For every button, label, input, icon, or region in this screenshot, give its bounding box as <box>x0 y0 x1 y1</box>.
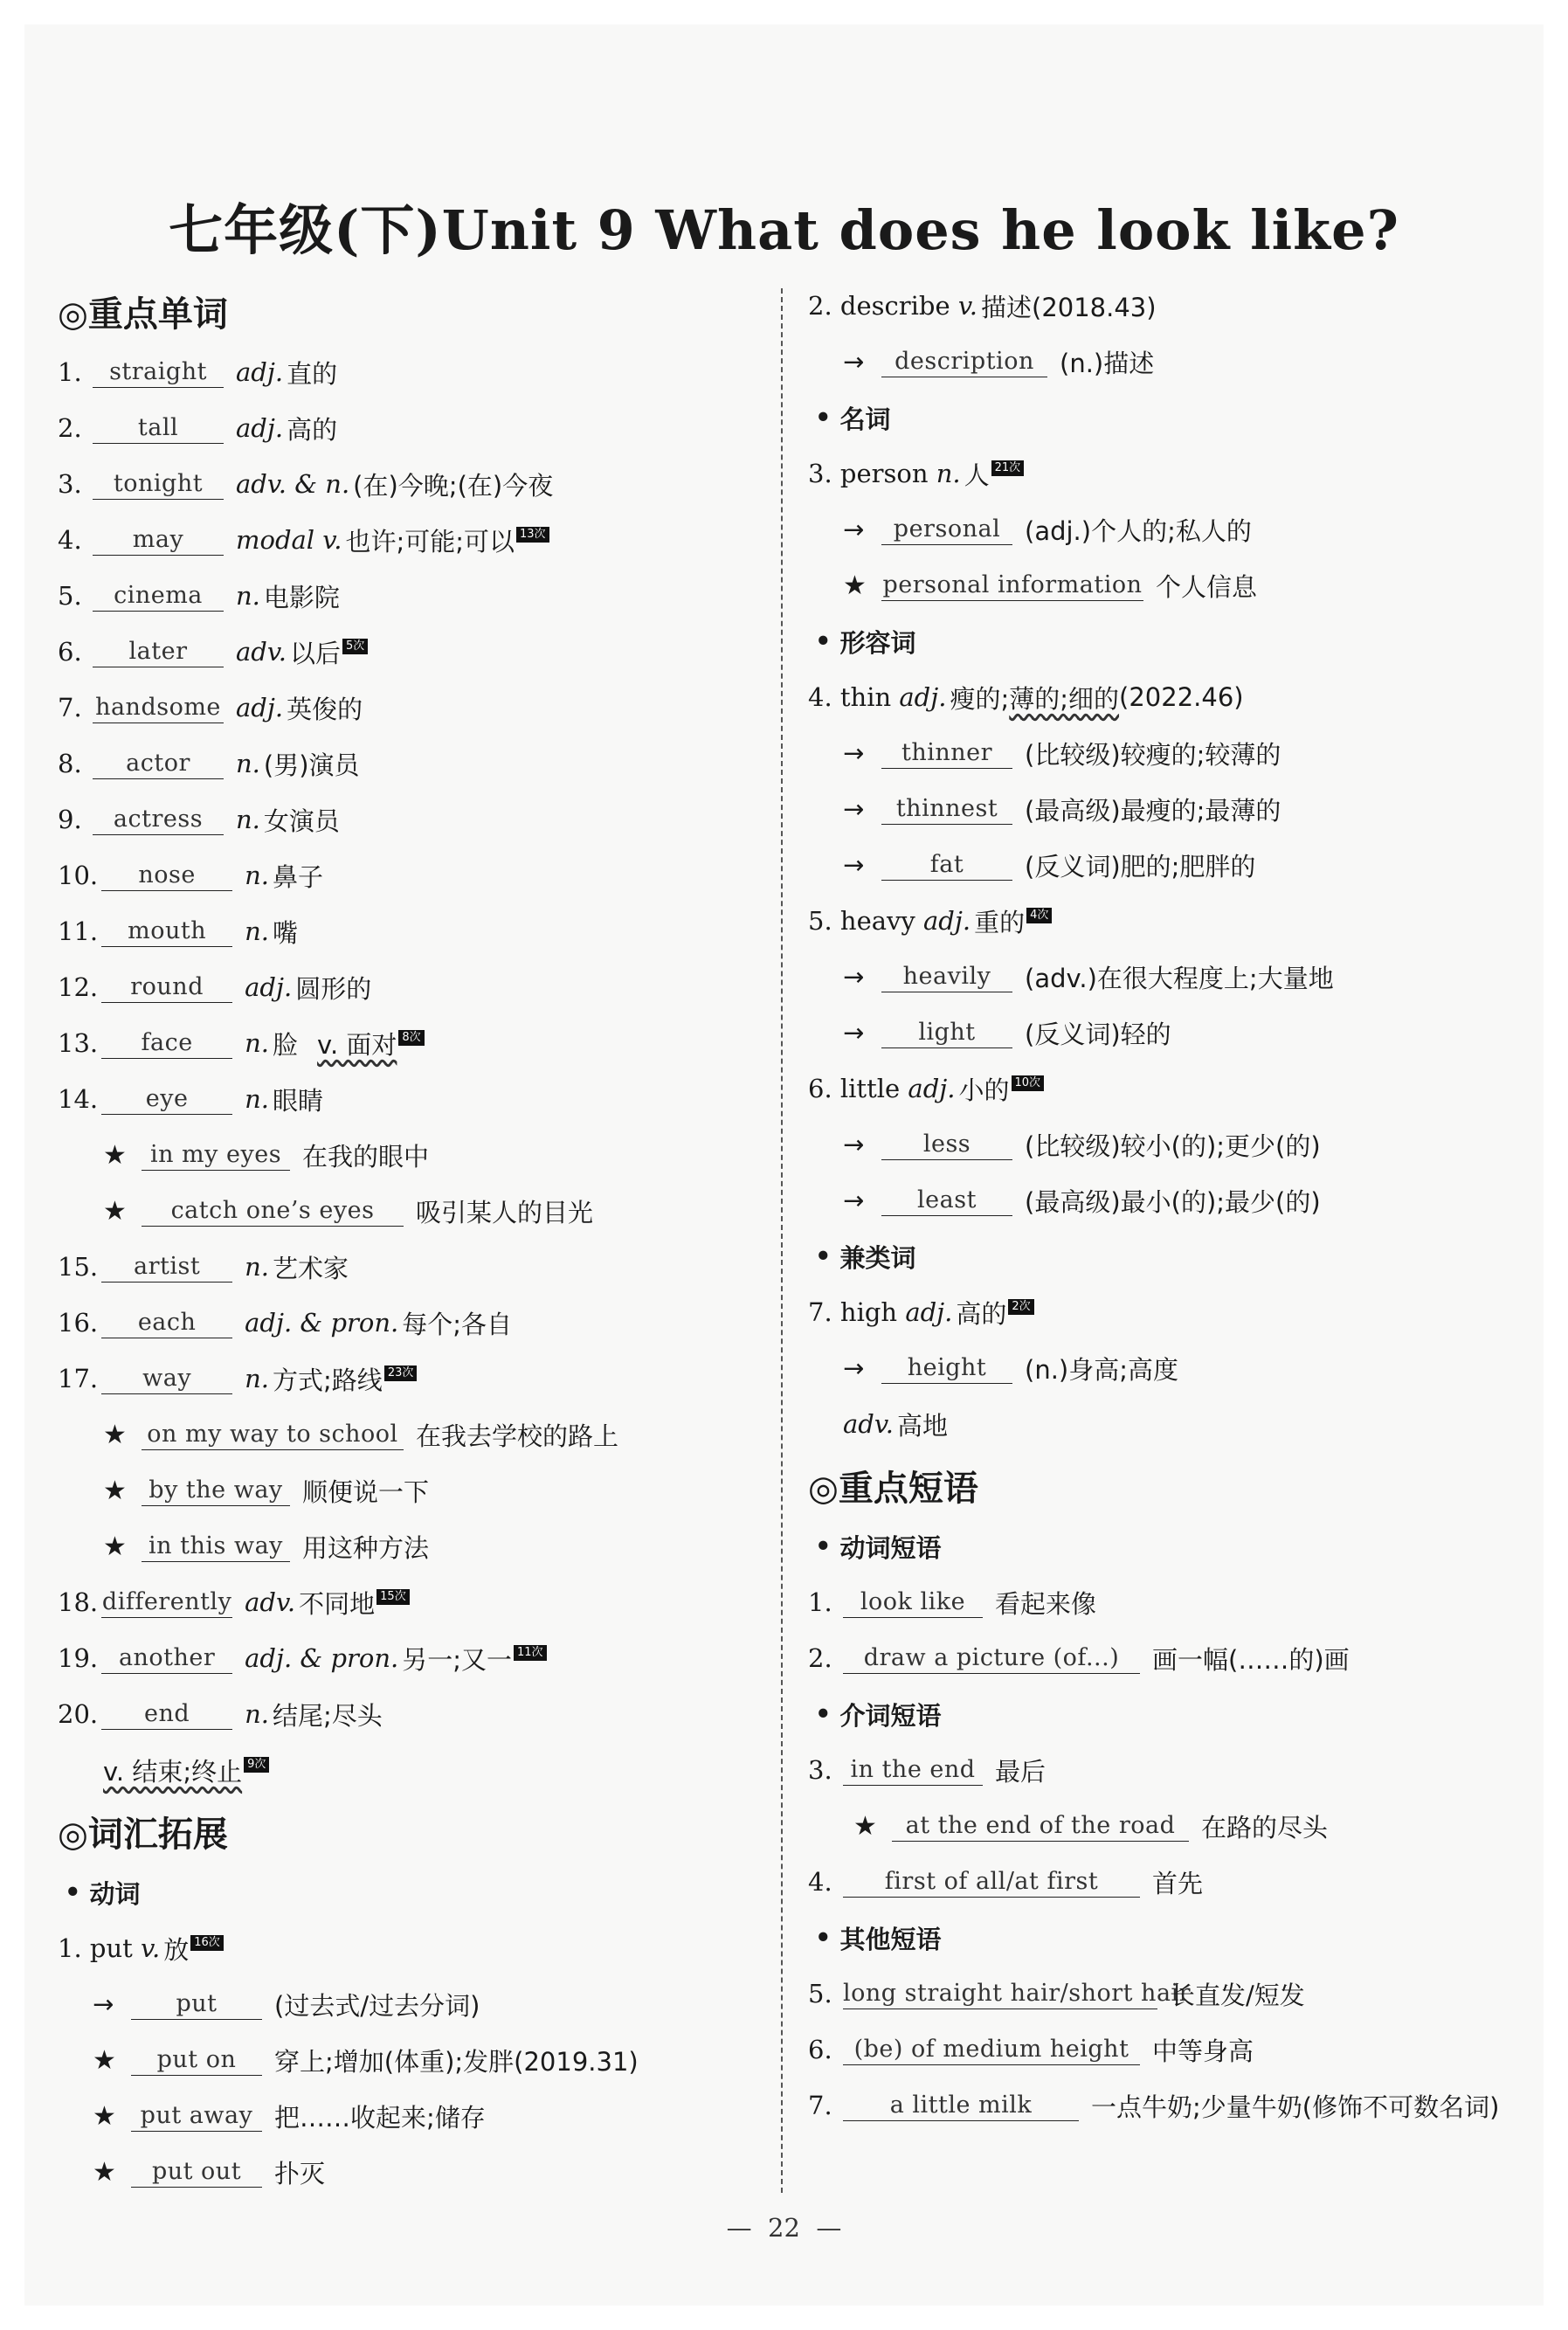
derivative-row <box>808 334 1524 390</box>
meaning-text: (n.)描述 <box>1060 348 1155 378</box>
frequency-badge: 21次 <box>991 460 1025 476</box>
item-number: 13. <box>58 1028 99 1058</box>
part-of-speech: n. <box>245 1028 270 1058</box>
frequency-badge: 13次 <box>516 527 549 543</box>
star-icon: ★ <box>103 1139 127 1171</box>
meaning-text: 看起来像 <box>995 1588 1097 1619</box>
key-word-row <box>58 736 774 792</box>
category-other-phrases: • 其他短语 <box>815 1923 942 1954</box>
answer-blank: tall <box>93 413 224 444</box>
high-derivatives-list <box>808 1340 1524 1396</box>
key-word-row <box>58 959 774 1015</box>
key-word-row <box>58 512 774 568</box>
section-heading-vocab-expansion: ◎词汇拓展 <box>58 1814 228 1855</box>
key-word-row <box>58 456 774 512</box>
answer-blank: in this way <box>142 1531 290 1562</box>
key-word-row <box>58 1183 774 1239</box>
key-word-row <box>58 568 774 624</box>
put-derivatives-list <box>58 1976 774 2200</box>
key-word-row <box>58 1630 774 1686</box>
answer-blank: a little milk <box>843 2091 1079 2121</box>
meaning-text: 穿上;增加(体重);发胖(2019.31) <box>274 2046 639 2077</box>
meaning-text: 眼睛 <box>273 1085 324 1116</box>
star-icon: ★ <box>853 1810 877 1842</box>
page-title: 七年级(下)Unit 9 What does he look like? <box>169 198 1399 262</box>
part-of-speech: adv. <box>236 637 287 667</box>
part-of-speech: adj. <box>245 972 293 1002</box>
key-word-row <box>58 1239 774 1295</box>
meaning-text: (男)演员 <box>263 750 360 780</box>
phrase-row <box>808 1742 1524 1798</box>
meaning-text: (最高级)最瘦的;最薄的 <box>1025 795 1281 826</box>
item-number: 6. <box>58 637 82 667</box>
item-number: 20. <box>58 1699 99 1729</box>
meaning-text: 长直发/短发 <box>1170 1980 1305 2010</box>
phrase-row <box>808 2078 1524 2133</box>
meaning-text: 另一;又一 <box>402 1644 513 1675</box>
frequency-badge: 5次 <box>342 639 368 654</box>
star-icon: ★ <box>103 1419 127 1450</box>
item-number: 18. <box>58 1587 99 1617</box>
meaning-text: 在我的眼中 <box>302 1141 430 1172</box>
meaning-text: 个人信息 <box>1156 571 1258 602</box>
part-of-speech: modal v. <box>236 525 342 555</box>
answer-blank: actress <box>93 805 224 835</box>
meaning-text: 方式;路线 <box>273 1365 383 1395</box>
meaning-text: 脸 <box>273 1029 299 1060</box>
part-of-speech: adj. & pron. <box>245 1308 399 1338</box>
phrase-row <box>808 1798 1524 1854</box>
item-number: 7. <box>808 2091 832 2120</box>
phrase-row <box>808 1854 1524 1910</box>
meaning-text: 一点牛奶;少量牛奶(修饰不可数名词) <box>1091 2091 1500 2122</box>
answer-blank: less <box>881 1130 1012 1160</box>
key-word-row <box>58 903 774 959</box>
vocab-high-adv: adv. 高地 <box>843 1409 949 1441</box>
derivative-row <box>808 1172 1524 1228</box>
meaning-text: 画一幅(……的)画 <box>1152 1644 1350 1675</box>
derivative-row <box>58 2088 774 2144</box>
item-number: 2. <box>58 413 82 443</box>
part-of-speech: adv. <box>245 1587 296 1617</box>
meaning-text: (n.)身高;高度 <box>1025 1354 1178 1385</box>
key-word-row <box>58 624 774 680</box>
frequency-badge: 11次 <box>514 1645 547 1661</box>
vocab-thin-head: 4. thin adj. 瘦的; 薄的;细的 (2022.46) <box>808 682 1244 714</box>
meaning-text: (adv.)在很大程度上;大量地 <box>1025 963 1334 993</box>
meaning-text: 吸引某人的目光 <box>416 1197 594 1227</box>
answer-blank: cinema <box>93 581 224 612</box>
derivative-row <box>808 1340 1524 1396</box>
answer-blank: end <box>101 1699 232 1730</box>
meaning-text: (反义词)轻的 <box>1025 1019 1171 1049</box>
category-multi-class: • 兼类词 <box>815 1241 916 1273</box>
key-words-list <box>58 344 774 1798</box>
category-verb: • 动词 <box>65 1877 141 1909</box>
item-number: 16. <box>58 1308 99 1338</box>
answer-blank: face <box>101 1028 232 1059</box>
answer-blank: thinnest <box>881 794 1012 825</box>
meaning-text: (adj.)个人的;私人的 <box>1025 515 1252 546</box>
answer-blank: light <box>881 1018 1012 1048</box>
arrow-icon: → <box>843 962 865 992</box>
meaning-text: 高的 <box>287 414 338 445</box>
vocab-little-head: 6. little adj. 小的 10次 <box>808 1061 1524 1117</box>
meaning-text: 女演员 <box>263 805 340 836</box>
answer-blank: put away <box>131 2101 262 2132</box>
item-number: 4. <box>808 1867 832 1897</box>
answer-blank: catch one’s eyes <box>142 1196 404 1227</box>
item-number: 2. <box>808 1643 832 1673</box>
part-of-speech: adj. <box>236 357 284 387</box>
part-of-speech: n. <box>245 1084 270 1114</box>
answer-blank: differently <box>101 1587 232 1618</box>
answer-blank: straight <box>93 357 224 388</box>
key-word-row <box>58 1407 774 1462</box>
category-adjective: • 形容词 <box>815 626 916 658</box>
item-number: 6. <box>808 2035 832 2064</box>
phrase-row <box>808 1966 1524 2022</box>
category-verb-phrases: • 动词短语 <box>815 1531 942 1563</box>
item-number: 14. <box>58 1084 99 1114</box>
key-word-row <box>58 1686 774 1742</box>
star-icon: ★ <box>103 1531 127 1562</box>
frequency-badge: 2次 <box>1008 1299 1033 1315</box>
column-divider <box>781 288 783 2193</box>
meaning-text: 每个;各自 <box>402 1309 513 1339</box>
star-icon: ★ <box>103 1475 127 1506</box>
answer-blank: handsome <box>93 693 224 723</box>
answer-blank: fat <box>881 850 1012 881</box>
meaning-text: 中等身高 <box>1152 2036 1254 2066</box>
frequency-badge: 16次 <box>190 1935 224 1951</box>
meaning-text: (在)今晚;(在)今夜 <box>353 470 554 501</box>
vocab-person-head: 3. person n. 人 21次 <box>808 446 1524 501</box>
key-word-row <box>58 792 774 847</box>
right-column <box>808 278 1524 2133</box>
star-icon: ★ <box>93 2156 116 2188</box>
vocab-heavy-head: 5. heavy adj. 重的 4次 <box>808 893 1524 949</box>
answer-blank: height <box>881 1353 1012 1384</box>
part-of-speech: n. <box>245 1252 270 1282</box>
derivative-row <box>808 1005 1524 1061</box>
answer-blank: mouth <box>101 916 232 947</box>
meaning-text: 电影院 <box>263 582 340 612</box>
answer-blank: by the way <box>142 1476 290 1506</box>
star-icon: ★ <box>843 570 867 601</box>
answer-blank: least <box>881 1186 1012 1216</box>
answer-blank: thinner <box>881 738 1012 769</box>
derivative-row <box>58 2032 774 2088</box>
arrow-icon: → <box>843 1130 865 1159</box>
part-of-speech: adv. & n. <box>236 469 350 499</box>
arrow-icon: → <box>843 1353 865 1383</box>
item-number: 9. <box>58 805 82 834</box>
person-derivatives-list <box>808 501 1524 613</box>
meaning-text: 鼻子 <box>273 861 324 892</box>
key-word-row <box>58 1071 774 1127</box>
meaning-text: 英俊的 <box>287 694 363 724</box>
item-number: 1. <box>808 1587 832 1617</box>
answer-blank: another <box>101 1643 232 1674</box>
category-noun: • 名词 <box>815 403 891 434</box>
item-number: 3. <box>808 1755 832 1785</box>
meaning-text: 直的 <box>287 358 338 389</box>
key-word-row <box>58 1295 774 1351</box>
part-of-speech: n. <box>245 861 270 890</box>
derivative-row <box>808 949 1524 1005</box>
answer-blank: put on <box>131 2045 262 2076</box>
extra-meaning: v. 面对 <box>317 1029 397 1060</box>
item-number: 3. <box>58 469 82 499</box>
meaning-text: 以后 <box>290 638 342 668</box>
section-heading-key-phrases: ◎重点短语 <box>808 1468 978 1509</box>
answer-blank: draw a picture (of...) <box>843 1643 1140 1674</box>
star-icon: ★ <box>93 2044 116 2076</box>
derivative-row <box>808 725 1524 781</box>
answer-blank: heavily <box>881 962 1012 992</box>
vocab-high-head: 7. high adj. 高的 2次 <box>808 1284 1524 1340</box>
extra-meaning: v. 结束;终止 <box>103 1756 243 1787</box>
meaning-text: (比较级)较瘦的;较薄的 <box>1025 739 1281 770</box>
meaning-text: 嘴 <box>273 917 299 948</box>
section-heading-key-words: ◎重点单词 <box>58 294 228 335</box>
little-derivatives-list <box>808 1117 1524 1228</box>
meaning-text: 把……收起来;储存 <box>274 2102 486 2133</box>
key-word-row <box>58 1742 774 1798</box>
item-number: 8. <box>58 749 82 778</box>
key-word-row <box>58 847 774 903</box>
phrase-row <box>808 2022 1524 2078</box>
answer-blank: long straight hair/short hair <box>843 1979 1157 2009</box>
part-of-speech: adj. <box>236 413 284 443</box>
derivative-row <box>808 1117 1524 1172</box>
answer-blank: round <box>101 972 232 1003</box>
answer-blank: tonight <box>93 469 224 500</box>
part-of-speech: n. <box>245 916 270 946</box>
arrow-icon: → <box>93 1989 114 2019</box>
derivative-row <box>808 837 1524 893</box>
arrow-icon: → <box>843 347 865 377</box>
part-of-speech: n. <box>245 1699 270 1729</box>
answer-blank: put <box>131 1989 262 2020</box>
phrase-row <box>808 1574 1524 1630</box>
meaning-text: 最后 <box>995 1756 1046 1787</box>
meaning-text: 结尾;尽头 <box>273 1700 383 1731</box>
item-number: 17. <box>58 1364 99 1393</box>
answer-blank: may <box>93 525 224 556</box>
meaning-text: 顺便说一下 <box>302 1476 430 1507</box>
answer-blank: in my eyes <box>142 1140 290 1171</box>
arrow-icon: → <box>843 738 865 768</box>
arrow-icon: → <box>843 1186 865 1215</box>
frequency-badge: 8次 <box>398 1030 424 1046</box>
vocab-describe-head: 2. describe v. 描述(2018.43) <box>808 291 1157 322</box>
derivative-row <box>808 557 1524 613</box>
arrow-icon: → <box>843 850 865 880</box>
derivative-row <box>58 1976 774 2032</box>
key-word-row <box>58 1574 774 1630</box>
part-of-speech: n. <box>236 749 260 778</box>
part-of-speech: adj. <box>236 693 284 723</box>
item-number: 1. <box>58 357 82 387</box>
frequency-badge: 9次 <box>244 1757 269 1773</box>
answer-blank: actor <box>93 749 224 779</box>
key-word-row <box>58 1127 774 1183</box>
derivative-row <box>808 501 1524 557</box>
left-column <box>58 278 774 2200</box>
answer-blank: first of all/at first <box>843 1867 1140 1898</box>
meaning-text: (反义词)肥的;肥胖的 <box>1025 851 1256 882</box>
part-of-speech: n. <box>236 805 260 834</box>
meaning-text: 不同地 <box>299 1588 376 1619</box>
key-word-row <box>58 400 774 456</box>
answer-blank: nose <box>101 861 232 891</box>
meaning-text: 用这种方法 <box>302 1532 430 1563</box>
answer-blank: each <box>101 1308 232 1338</box>
frequency-badge: 23次 <box>384 1366 418 1381</box>
part-of-speech: n. <box>245 1364 270 1393</box>
key-word-row <box>58 680 774 736</box>
describe-derivatives-list <box>808 334 1524 390</box>
answer-blank: eye <box>101 1084 232 1115</box>
meaning-text: (过去式/过去分词) <box>274 1990 480 2021</box>
arrow-icon: → <box>843 794 865 824</box>
meaning-text: 也许;可能;可以 <box>345 526 515 557</box>
meaning-text: 在我去学校的路上 <box>416 1421 619 1451</box>
phrase-row <box>808 1630 1524 1686</box>
item-number: 11. <box>58 916 99 946</box>
derivative-row <box>58 2144 774 2200</box>
answer-blank: description <box>881 347 1047 377</box>
arrow-icon: → <box>843 515 865 544</box>
item-number: 7. <box>58 693 82 723</box>
answer-blank: way <box>101 1364 232 1394</box>
key-word-row <box>58 1351 774 1407</box>
frequency-badge: 4次 <box>1026 908 1052 923</box>
vocab-put-head: 1. put v. 放 16次 <box>58 1920 774 1976</box>
answer-blank: at the end of the road <box>892 1811 1189 1842</box>
item-number: 5. <box>58 581 82 611</box>
star-icon: ★ <box>93 2100 116 2132</box>
verb-phrases-list <box>808 1574 1524 1686</box>
answer-blank: (be) of medium height <box>843 2035 1140 2065</box>
answer-blank: personal information <box>881 570 1143 601</box>
item-number: 12. <box>58 972 99 1002</box>
answer-blank: in the end <box>843 1755 983 1786</box>
key-word-row <box>58 1015 774 1071</box>
star-icon: ★ <box>103 1195 127 1227</box>
meaning-text: 圆形的 <box>295 973 372 1004</box>
answer-blank: artist <box>101 1252 232 1283</box>
category-prep-phrases: • 介词短语 <box>815 1699 942 1731</box>
part-of-speech: n. <box>236 581 260 611</box>
answer-blank: look like <box>843 1587 983 1618</box>
item-number: 4. <box>58 525 82 555</box>
meaning-text: (比较级)较小(的);更少(的) <box>1025 1130 1321 1161</box>
answer-blank: on my way to school <box>142 1420 404 1450</box>
meaning-text: (最高级)最小(的);最少(的) <box>1025 1186 1321 1217</box>
part-of-speech: adj. & pron. <box>245 1643 399 1673</box>
heavy-derivatives-list <box>808 949 1524 1061</box>
item-number: 10. <box>58 861 99 890</box>
item-number: 19. <box>58 1643 99 1673</box>
key-word-row <box>58 1518 774 1574</box>
key-word-row <box>58 344 774 400</box>
page-footer: — 22 — <box>726 2213 842 2243</box>
thin-derivatives-list <box>808 725 1524 893</box>
answer-blank: later <box>93 637 224 667</box>
answer-blank: personal <box>881 515 1012 545</box>
prep-phrases-list <box>808 1742 1524 1910</box>
derivative-row <box>808 781 1524 837</box>
item-number: 5. <box>808 1979 832 2009</box>
answer-blank: put out <box>131 2157 262 2188</box>
other-phrases-list <box>808 1966 1524 2133</box>
meaning-text: 艺术家 <box>273 1253 349 1283</box>
meaning-text: 扑灭 <box>274 2158 326 2188</box>
page-number: 22 <box>768 2213 800 2243</box>
frequency-badge: 10次 <box>1012 1075 1045 1091</box>
frequency-badge: 15次 <box>376 1589 410 1605</box>
key-word-row <box>58 1462 774 1518</box>
arrow-icon: → <box>843 1018 865 1047</box>
meaning-text: 首先 <box>1152 1868 1204 1898</box>
meaning-text: 在路的尽头 <box>1201 1812 1329 1843</box>
item-number: 15. <box>58 1252 99 1282</box>
